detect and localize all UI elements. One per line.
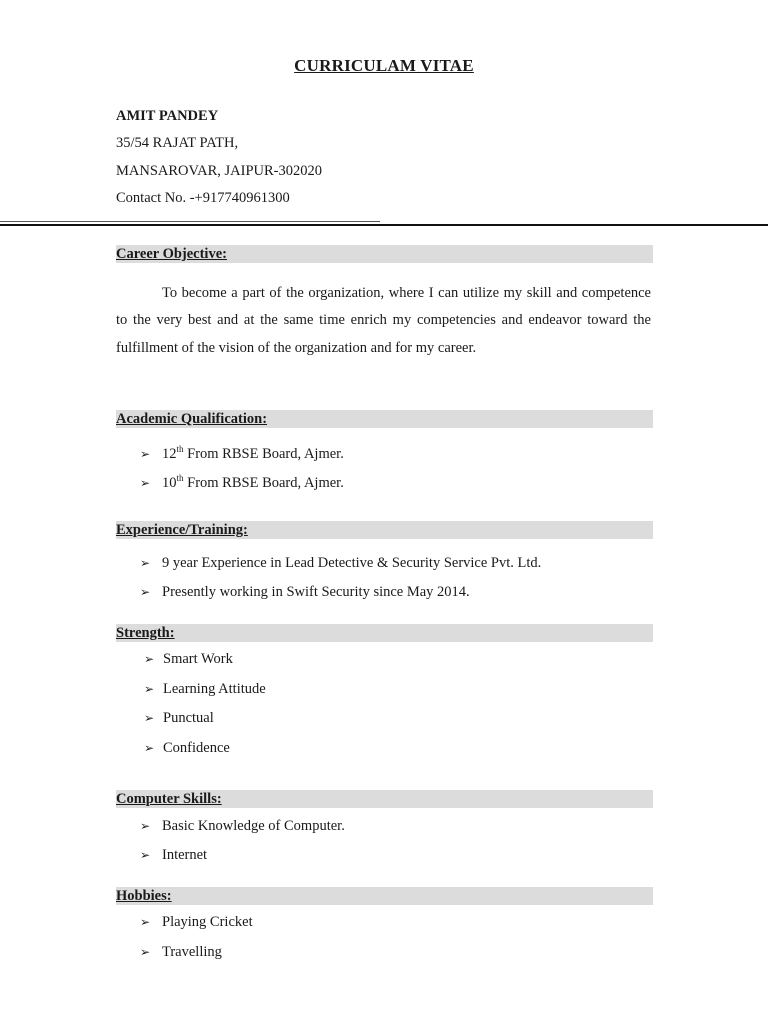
list-item-text: Punctual	[163, 710, 214, 726]
list-item	[144, 710, 214, 727]
list-item-text: 12th From RBSE Board, Ajmer.	[162, 444, 344, 462]
candidate-name: AMIT PANDEY	[116, 108, 219, 124]
address-line-2: MANSAROVAR, JAIPUR-302020	[116, 163, 322, 179]
section-heading: Academic Qualification:	[116, 411, 268, 427]
list-item-text: Basic Knowledge of Computer.	[162, 818, 345, 834]
section-experience-training	[116, 521, 653, 539]
arrow-bullet-icon: ➢	[140, 556, 151, 570]
arrow-bullet-icon: ➢	[140, 447, 151, 461]
list-item-text: Travelling	[162, 944, 222, 960]
list-item-text: Smart Work	[163, 651, 233, 667]
list-item	[144, 681, 266, 698]
list-item-text: Playing Cricket	[162, 914, 253, 930]
list-item-text: 10th From RBSE Board, Ajmer.	[162, 473, 344, 491]
contact-number: Contact No. -+917740961300	[116, 190, 290, 206]
list-item	[140, 584, 470, 601]
list-item	[140, 847, 207, 864]
arrow-bullet-icon: ➢	[144, 741, 155, 755]
section-strength	[116, 624, 653, 642]
section-career-objective	[116, 245, 653, 263]
arrow-bullet-icon: ➢	[140, 585, 151, 599]
section-heading: Computer Skills:	[116, 791, 222, 807]
arrow-bullet-icon: ➢	[140, 848, 151, 862]
list-item	[140, 446, 344, 463]
list-item-text: Confidence	[163, 740, 230, 756]
section-heading: Career Objective:	[116, 246, 227, 262]
section-computer-skills	[116, 790, 653, 808]
arrow-bullet-icon: ➢	[140, 819, 151, 833]
list-item	[140, 475, 344, 492]
arrow-bullet-icon: ➢	[140, 476, 151, 490]
document-title: CURRICULAM VITAE	[294, 56, 474, 75]
section-heading: Hobbies:	[116, 888, 172, 904]
career-objective-text: To become a part of the organization, where I can utilize my skill and competence to the very best and at the same time enrich my competencies and endeavor toward the fulfillment of the vision of the organization and for my career.	[116, 285, 651, 356]
arrow-bullet-icon: ➢	[144, 682, 155, 696]
section-hobbies	[116, 887, 653, 905]
header-divider-thin	[0, 221, 380, 222]
header-divider	[0, 224, 768, 226]
arrow-bullet-icon: ➢	[144, 711, 155, 725]
list-item	[144, 740, 230, 757]
list-item	[140, 914, 253, 931]
arrow-bullet-icon: ➢	[144, 652, 155, 666]
list-item-text: Learning Attitude	[163, 681, 266, 697]
arrow-bullet-icon: ➢	[140, 915, 151, 929]
list-item	[140, 944, 222, 961]
list-item-text: Presently working in Swift Security since May 2014.	[162, 584, 470, 600]
address-line-1: 35/54 RAJAT PATH,	[116, 135, 239, 151]
section-heading: Strength:	[116, 625, 175, 641]
section-heading: Experience/Training:	[116, 522, 248, 538]
section-academic-qualification	[116, 410, 653, 428]
list-item	[140, 818, 345, 835]
arrow-bullet-icon: ➢	[140, 945, 151, 959]
list-item	[144, 651, 233, 668]
list-item	[140, 555, 541, 572]
list-item-text: 9 year Experience in Lead Detective & Security Service Pvt. Ltd.	[162, 555, 542, 571]
list-item-text: Internet	[162, 847, 208, 863]
